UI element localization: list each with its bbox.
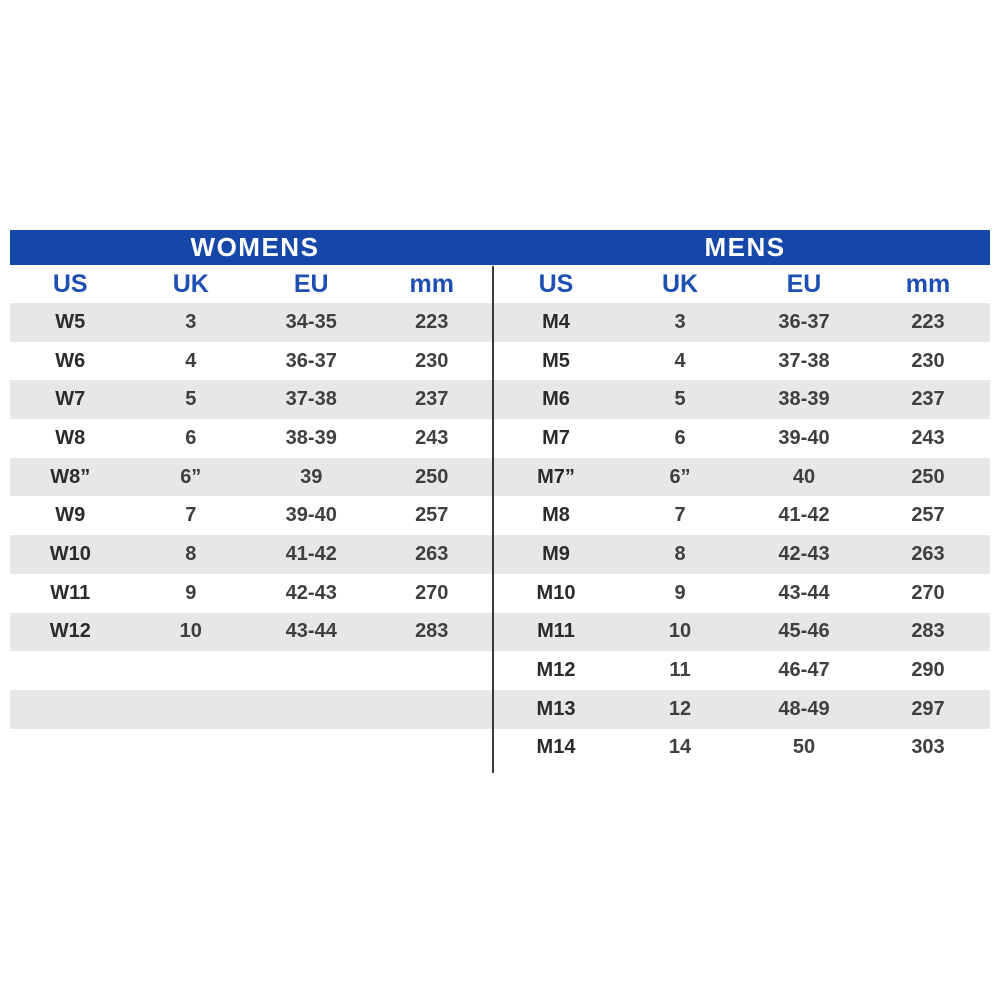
table-row bbox=[10, 690, 492, 729]
cell-us: W9 bbox=[55, 504, 86, 527]
cell-uk: 5 bbox=[185, 388, 197, 411]
cell-eu bbox=[251, 690, 372, 729]
cell-uk: 10 bbox=[179, 620, 202, 643]
cell-eu: 50 bbox=[792, 736, 816, 759]
column-header-us: US bbox=[538, 270, 574, 298]
section-header-bar bbox=[10, 230, 990, 265]
cell-uk: 9 bbox=[185, 581, 197, 604]
cell-us: M6 bbox=[542, 388, 570, 411]
cell-mm: 250 bbox=[415, 465, 449, 488]
cell-uk: 6” bbox=[180, 465, 202, 488]
table-row bbox=[10, 574, 492, 613]
cell-eu: 38-39 bbox=[285, 426, 337, 449]
cell-eu: 42-43 bbox=[285, 581, 337, 604]
cell-eu: 39-40 bbox=[778, 426, 830, 449]
cell-mm: 263 bbox=[415, 542, 449, 565]
cell-eu bbox=[251, 729, 372, 768]
cell-uk: 10 bbox=[668, 620, 692, 643]
cell-uk: 14 bbox=[668, 736, 692, 759]
cell-mm bbox=[372, 729, 493, 768]
cell-uk: 6” bbox=[669, 465, 691, 488]
table-row bbox=[10, 342, 492, 381]
cell-mm: 263 bbox=[911, 542, 945, 565]
table-row bbox=[494, 535, 990, 574]
column-header-uk: UK bbox=[172, 270, 209, 298]
cell-mm bbox=[372, 651, 493, 690]
cell-mm: 283 bbox=[415, 620, 449, 643]
cell-eu: 39 bbox=[300, 465, 323, 488]
cell-mm: 223 bbox=[415, 310, 449, 333]
cell-us: M10 bbox=[536, 581, 576, 604]
cell-uk: 5 bbox=[674, 388, 686, 411]
cell-uk: 3 bbox=[185, 310, 197, 333]
table-row bbox=[494, 574, 990, 613]
cell-mm: 257 bbox=[911, 504, 945, 527]
table-row bbox=[494, 651, 990, 690]
cell-us: W6 bbox=[55, 349, 86, 372]
cell-eu: 43-44 bbox=[778, 581, 830, 604]
cell-mm: 250 bbox=[911, 465, 945, 488]
womens-size-table bbox=[10, 266, 492, 773]
cell-us bbox=[10, 690, 131, 729]
cell-eu: 37-38 bbox=[285, 388, 337, 411]
mens-column-headers bbox=[494, 266, 990, 303]
womens-table-body bbox=[10, 303, 492, 767]
cell-us: W10 bbox=[49, 542, 91, 565]
cell-eu: 36-37 bbox=[285, 349, 337, 372]
womens-section-title: WOMENS bbox=[190, 232, 320, 262]
cell-uk: 12 bbox=[668, 697, 692, 720]
cell-eu: 46-47 bbox=[778, 659, 830, 682]
column-header-eu: EU bbox=[786, 270, 822, 298]
cell-us bbox=[10, 651, 131, 690]
cell-uk: 6 bbox=[185, 426, 197, 449]
column-header-mm: mm bbox=[409, 270, 454, 298]
table-row bbox=[10, 380, 492, 419]
cell-eu: 39-40 bbox=[285, 504, 337, 527]
cell-us: W8” bbox=[50, 465, 91, 488]
column-header-us: US bbox=[52, 270, 88, 298]
cell-uk bbox=[131, 690, 252, 729]
cell-mm: 270 bbox=[911, 581, 945, 604]
table-row bbox=[10, 535, 492, 574]
cell-uk: 7 bbox=[674, 504, 686, 527]
cell-us: W11 bbox=[50, 581, 91, 604]
cell-uk: 7 bbox=[185, 504, 197, 527]
cell-mm: 223 bbox=[911, 310, 945, 333]
cell-uk: 3 bbox=[674, 310, 686, 333]
table-row bbox=[10, 651, 492, 690]
cell-us bbox=[10, 729, 131, 768]
cell-us: M11 bbox=[537, 620, 575, 643]
table-row bbox=[10, 496, 492, 535]
cell-eu: 42-43 bbox=[778, 542, 830, 565]
mens-table-body bbox=[494, 303, 990, 767]
column-header-eu: EU bbox=[293, 270, 329, 298]
table-row bbox=[10, 458, 492, 497]
cell-us: M5 bbox=[542, 349, 570, 372]
table-row bbox=[494, 496, 990, 535]
cell-mm: 283 bbox=[911, 620, 945, 643]
cell-uk: 11 bbox=[669, 659, 691, 682]
cell-mm: 230 bbox=[911, 349, 945, 372]
womens-column-headers bbox=[10, 266, 492, 303]
cell-eu: 41-42 bbox=[285, 542, 337, 565]
column-header-mm: mm bbox=[905, 270, 951, 298]
column-header-uk: UK bbox=[661, 270, 699, 298]
cell-eu: 48-49 bbox=[778, 697, 830, 720]
tables-container bbox=[10, 266, 990, 773]
cell-us: W12 bbox=[49, 620, 91, 643]
cell-us: M13 bbox=[536, 697, 576, 720]
cell-us: M4 bbox=[542, 310, 570, 333]
cell-uk: 9 bbox=[674, 581, 686, 604]
cell-mm: 243 bbox=[911, 426, 945, 449]
table-row bbox=[10, 419, 492, 458]
table-row bbox=[494, 458, 990, 497]
cell-eu: 34-35 bbox=[285, 310, 337, 333]
cell-eu bbox=[251, 651, 372, 690]
cell-uk bbox=[131, 651, 252, 690]
table-row bbox=[10, 303, 492, 342]
cell-mm: 270 bbox=[415, 581, 449, 604]
cell-uk: 4 bbox=[674, 349, 686, 372]
cell-uk: 4 bbox=[185, 349, 197, 372]
cell-eu: 45-46 bbox=[778, 620, 830, 643]
cell-uk: 8 bbox=[185, 542, 197, 565]
cell-us: M9 bbox=[542, 542, 570, 565]
cell-us: M12 bbox=[536, 659, 576, 682]
cell-eu: 41-42 bbox=[778, 504, 830, 527]
cell-mm: 257 bbox=[415, 504, 449, 527]
cell-uk: 8 bbox=[674, 542, 686, 565]
cell-mm: 230 bbox=[415, 349, 449, 372]
cell-eu: 36-37 bbox=[778, 310, 830, 333]
cell-mm: 303 bbox=[911, 736, 945, 759]
cell-uk: 6 bbox=[674, 426, 686, 449]
cell-us: W7 bbox=[55, 388, 86, 411]
cell-mm: 237 bbox=[911, 388, 945, 411]
table-row bbox=[10, 729, 492, 768]
cell-mm: 297 bbox=[911, 697, 945, 720]
size-chart bbox=[10, 230, 990, 773]
table-row bbox=[494, 729, 990, 768]
cell-eu: 37-38 bbox=[778, 349, 830, 372]
cell-us: W5 bbox=[55, 310, 86, 333]
mens-size-table bbox=[494, 266, 990, 773]
cell-mm: 243 bbox=[415, 426, 449, 449]
table-row bbox=[494, 690, 990, 729]
cell-eu: 38-39 bbox=[778, 388, 830, 411]
table-row bbox=[494, 613, 990, 652]
table-row bbox=[494, 342, 990, 381]
cell-us: M14 bbox=[536, 736, 576, 759]
table-row bbox=[494, 380, 990, 419]
cell-uk bbox=[131, 729, 252, 768]
cell-mm bbox=[372, 690, 493, 729]
mens-section-title: MENS bbox=[704, 232, 786, 262]
cell-us: M8 bbox=[542, 504, 570, 527]
cell-mm: 237 bbox=[415, 388, 449, 411]
table-row bbox=[10, 613, 492, 652]
cell-eu: 40 bbox=[792, 465, 816, 488]
cell-us: W8 bbox=[55, 426, 86, 449]
cell-eu: 43-44 bbox=[285, 620, 337, 643]
cell-us: M7 bbox=[542, 426, 570, 449]
cell-us: M7” bbox=[537, 465, 575, 488]
cell-mm: 290 bbox=[911, 659, 945, 682]
table-row bbox=[494, 419, 990, 458]
table-row bbox=[494, 303, 990, 342]
